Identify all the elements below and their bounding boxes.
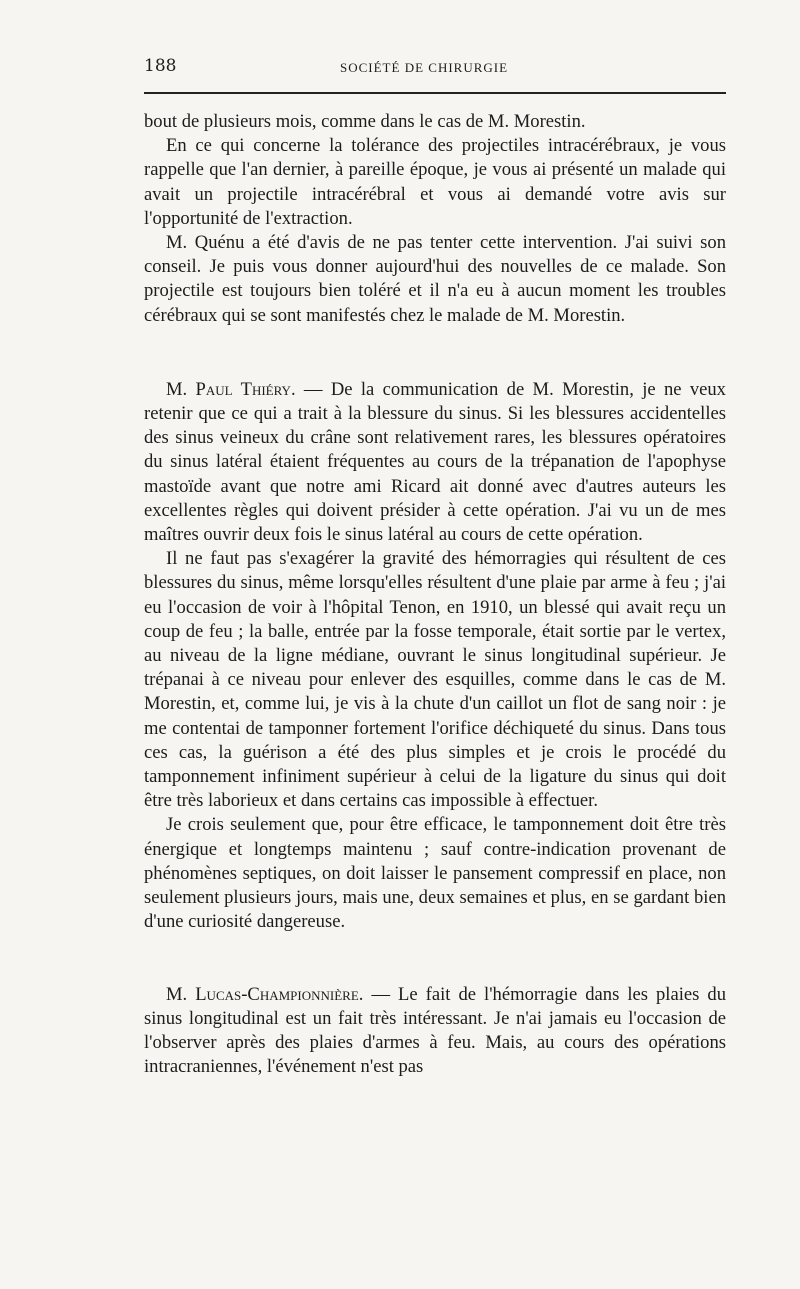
- section-gap: [144, 935, 726, 983]
- speaker-name: M. Paul Thiéry.: [166, 378, 296, 400]
- section-gap: [144, 328, 726, 378]
- running-head: SOCIÉTÉ DE CHIRURGIE: [340, 60, 509, 75]
- paragraph-2: En ce qui concerne la tolérance des projectiles intracérébraux, je vous rappelle que l'an dernier, à pareille époque, je vous ai présenté un malade qui avait un projectile intracérébral et vous ai demandé votre avis sur l'opportunité de l'extraction.: [144, 135, 726, 229]
- page-header: [144, 52, 726, 80]
- paragraph-thiery: [144, 378, 726, 547]
- speaker-name: M. Lucas-Championnière.: [166, 983, 364, 1005]
- paragraph-3: M. Quénu a été d'avis de ne pas tenter cette intervention. J'ai suivi son conseil. Je puis vous donner aujourd'hui des nouvelles de ce malade. Son projectile est toujours bien toléré et il n'a eu à aucun moment les troubles cérébraux qui se sont manifestés chez le malade de M. Morestin.: [144, 232, 726, 326]
- paragraph-thiery-text: — De la communication de M. Morestin, je ne veux retenir que ce qui a trait à la blessure du sinus. Si les blessures accidentelles des sinus veineux du crâne sont relativement rares, les blessures opératoires du sinus latéral étaient fréquentes au cours de la trépanation de l'apophyse mastoïde avant que notre ami Ricard ait donné avec d'autres auteurs les excellentes règles qui doivent présider à cette opération. J'ai vu un de mes maîtres ouvrir deux fois le sinus latéral au cours de cette opération.: [144, 378, 726, 546]
- paragraph-1: bout de plusieurs mois, comme dans le cas de M. Morestin.: [144, 111, 586, 132]
- paragraph-6: Je crois seulement que, pour être efficace, le tamponnement doit être très énergique et longtemps maintenu ; sauf contre-indication provenant de phénomènes septiques, on doit laisser le pansement compressif en place, non seulement plusieurs jours, mais une, deux semaines et plus, en se gardant bien d'une curiosité dangereuse.: [144, 814, 726, 933]
- paragraph-lucas: [144, 983, 726, 1080]
- document-page: [144, 52, 726, 1079]
- page-number: 188: [144, 56, 177, 76]
- paragraph-lucas-text: — Le fait de l'hémorragie dans les plaies du sinus longitudinal est un fait très intéressant. Je n'ai jamais eu l'occasion de l'observer après des plaies d'armes à feu. Mais, au cours des opérations intracraniennes, l'événement n'est pas: [144, 983, 726, 1078]
- paragraph-5: Il ne faut pas s'exagérer la gravité des hémorragies qui résultent de ces blessures du sinus, même lorsqu'elles résultent d'une plaie par arme à feu ; j'ai eu l'occasion de voir à l'hôpital Tenon, en 1910, un blessé qui avait reçu un coup de feu ; la balle, entrée par la fosse temporale, était sortie par le vertex, au niveau de la ligne médiane, ouvrant le sinus longitudinal supérieur. Je trépanai à ce niveau pour enlever des esquilles, comme dans le cas de M. Morestin, et, comme lui, je vis à la chute d'un caillot un flot de sang noir : je me contentai de tamponner fortement l'orifice déchiqueté du sinus. Dans tous ces cas, la guérison a été des plus simples et je crois le procédé du tamponnement infiniment supérieur à celui de la ligature du sinus qui doit être très laborieux et dans certains cas impossible à effectuer.: [144, 548, 726, 812]
- header-rule: [144, 92, 726, 94]
